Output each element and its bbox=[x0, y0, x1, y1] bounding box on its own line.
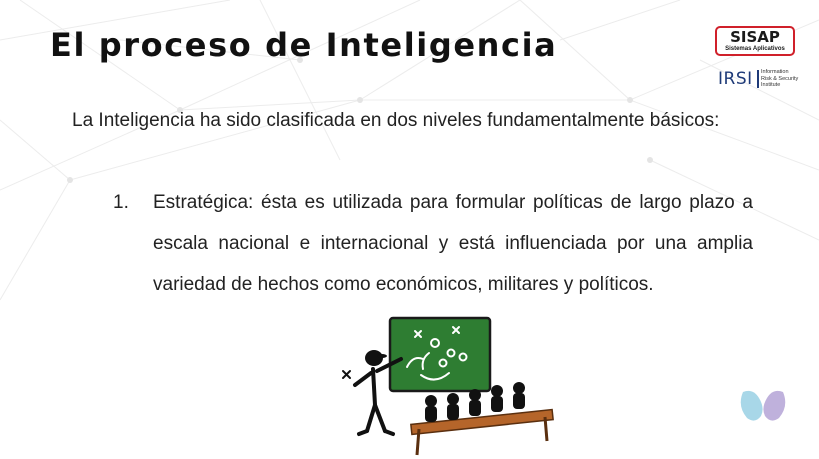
infinity-mark-icon bbox=[737, 384, 789, 424]
irsi-logo-text bbox=[761, 69, 798, 89]
irsi-logo-line: Risk & Security bbox=[761, 75, 799, 82]
slide-title: El proceso de Inteligencia bbox=[50, 26, 558, 64]
intro-paragraph: La Inteligencia ha sido clasificada en dos niveles fundamentalmente básicos: bbox=[72, 110, 720, 131]
sisap-logo-word: SISAP bbox=[730, 28, 780, 46]
coach-head bbox=[365, 350, 383, 366]
irsi-logo-line: Information bbox=[761, 69, 789, 75]
sisap-logo bbox=[715, 26, 795, 56]
list-item-number: 1. bbox=[113, 192, 129, 213]
coach-hand-mark bbox=[343, 371, 350, 378]
coach-cap-brim bbox=[377, 354, 387, 358]
irsi-logo-line: Institute bbox=[761, 82, 781, 88]
irsi-logo-divider bbox=[757, 70, 759, 88]
irsi-logo-word: IRSI bbox=[718, 69, 753, 89]
sisap-logo-subtitle: Sistemas Aplicativos bbox=[725, 46, 785, 52]
list-item-text: Estratégica: ésta es utilizada para formular políticas de largo plazo a escala nacional e internacional y está influenciada por una amplia variedad de hechos como económicos, militares y políticos. bbox=[153, 192, 753, 295]
chalkboard bbox=[390, 318, 490, 391]
coach-chalkboard-illustration bbox=[333, 313, 558, 459]
